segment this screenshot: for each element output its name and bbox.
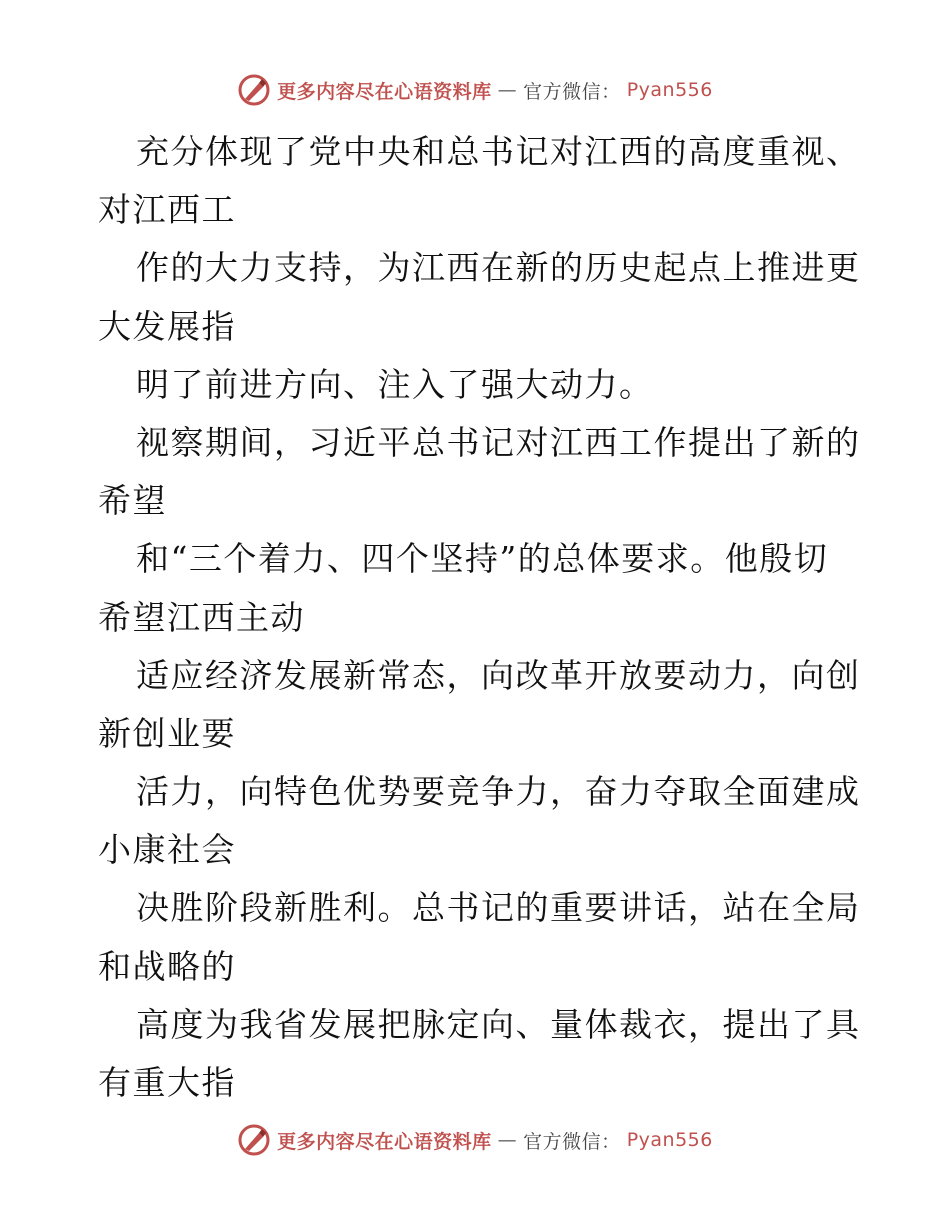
text-line: 和“三个着力、四个坚持”的总体要求。他殷切 xyxy=(136,539,829,579)
pen-logo-icon xyxy=(237,73,271,107)
watermark-dash: — xyxy=(497,1129,518,1151)
text-line: 希望 xyxy=(98,481,167,521)
text-line: 活力，向特色优势要竞争力，奋力夺取全面建成 xyxy=(136,772,861,812)
text-line: 对江西工 xyxy=(98,190,236,230)
text-line: 希望江西主动 xyxy=(98,597,305,637)
text-line: 决胜阶段新胜利。总书记的重要讲话，站在全局 xyxy=(136,888,861,928)
text-line: 和战略的 xyxy=(98,946,236,986)
watermark-main-text: 更多内容尽在心语资料库 xyxy=(277,1130,492,1153)
text-line: 有重大指 xyxy=(98,1063,236,1102)
watermark-id: Pyan556 xyxy=(626,1129,713,1151)
text-line: 充分体现了党中央和总书记对江西的高度重视、 xyxy=(136,132,861,171)
text-line: 高度为我省发展把脉定向、量体裁衣，提出了具 xyxy=(136,1004,861,1044)
text-line: 视察期间，习近平总书记对江西工作提出了新的 xyxy=(136,422,861,462)
watermark-id: Pyan556 xyxy=(626,79,713,101)
text-line: 作的大力支持，为江西在新的历史起点上推进更 xyxy=(136,248,861,288)
watermark-label: 官方微信： xyxy=(523,80,621,103)
text-line: 明了前进方向、注入了强大动力。 xyxy=(136,364,654,404)
text-line: 小康社会 xyxy=(98,830,236,870)
watermark-label: 官方微信： xyxy=(523,1130,621,1153)
footer-watermark xyxy=(0,1120,950,1160)
pen-logo-icon xyxy=(237,1123,271,1157)
header-watermark xyxy=(0,70,950,110)
text-line: 新创业要 xyxy=(98,713,236,753)
watermark-main-text: 更多内容尽在心语资料库 xyxy=(277,80,492,103)
text-line: 适应经济发展新常态，向改革开放要动力，向创 xyxy=(136,655,861,695)
watermark-dash: — xyxy=(497,79,518,101)
document-body xyxy=(98,123,861,1112)
text-line: 大发展指 xyxy=(98,306,236,346)
